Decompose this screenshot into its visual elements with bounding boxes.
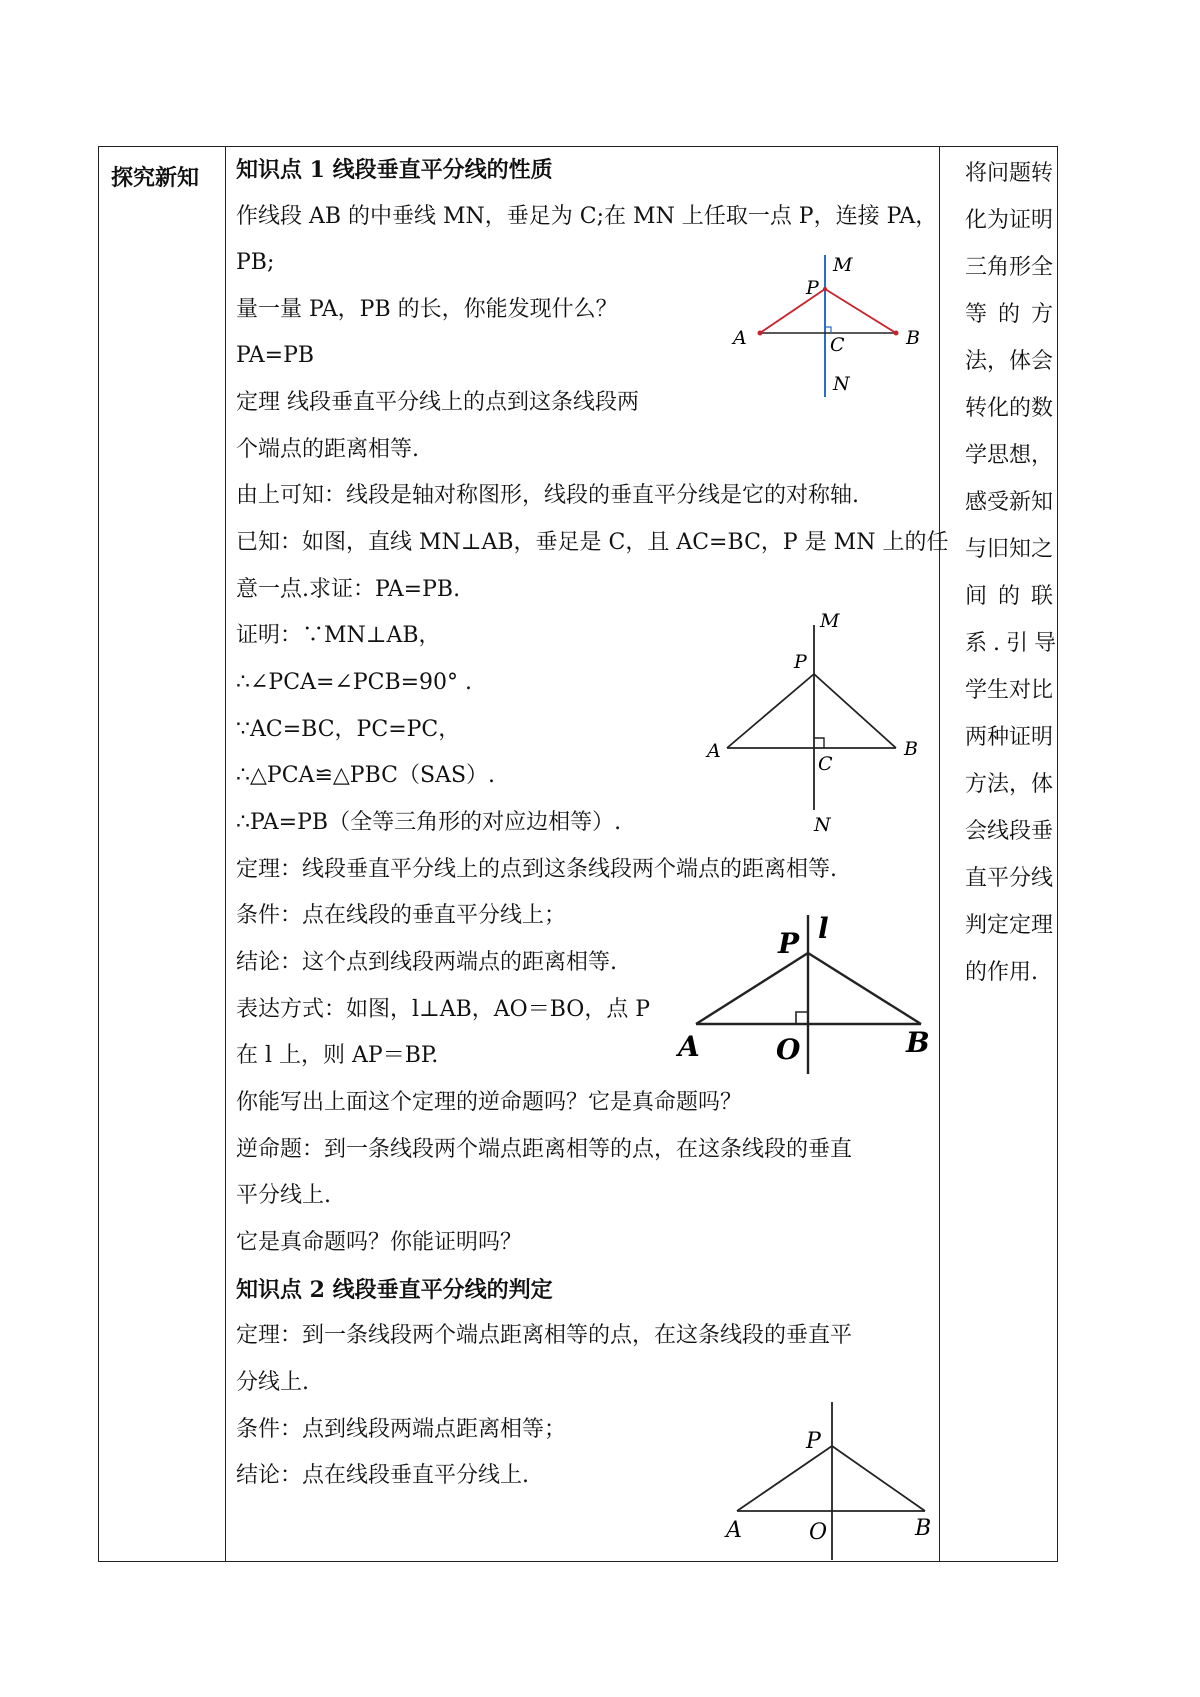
point-label-a: A: [678, 1030, 700, 1063]
text-line: 平分线上.: [236, 1183, 331, 1208]
point-label-n: N: [814, 814, 831, 836]
side-note-line: 感受新知: [965, 490, 1054, 515]
text-line: 逆命题：到一条线段两个端点距离相等的点，在这条线段的垂直: [236, 1137, 853, 1162]
point-label-p: P: [806, 277, 819, 299]
point-label-a: A: [726, 1518, 742, 1543]
text-line: 表达方式：如图，l⊥AB，AO＝BO，点 P: [236, 997, 651, 1022]
point-label-b: B: [906, 1026, 930, 1059]
point-label-b: B: [906, 327, 920, 349]
side-note-line: 学思想，: [965, 443, 1054, 468]
side-note-line: 间的联: [965, 584, 1065, 609]
point-label-p: P: [806, 1429, 821, 1454]
side-note-line: 将问题转: [965, 161, 1054, 186]
text-line: 在 l 上，则 AP＝BP.: [236, 1043, 439, 1068]
side-note-line: 两种证明: [965, 725, 1054, 750]
side-note-line: 方法，体: [965, 772, 1054, 797]
line-label-l: l: [818, 912, 829, 945]
side-note-line: 的作用.: [965, 960, 1038, 985]
text-line: 已知：如图，直线 MN⊥AB，垂足是 C，且 AC=BC，P 是 MN 上的任: [236, 530, 949, 555]
text-line: 证明：∵MN⊥AB，: [236, 623, 441, 648]
side-note-line: 等的方: [965, 302, 1065, 327]
point-label-c: C: [830, 334, 845, 356]
point-label-b: B: [915, 1516, 932, 1541]
side-note-line: 系.引导: [965, 631, 1062, 656]
point-label-a: A: [707, 740, 721, 762]
text-line: 定理：线段垂直平分线上的点到这条线段两个端点的距离相等.: [236, 857, 837, 882]
side-note-line: 法，体会: [965, 349, 1054, 374]
text-line: ∴PA=PB（全等三角形的对应边相等）.: [236, 810, 622, 835]
text-line: 作线段 AB 的中垂线 MN，垂足为 C;在 MN 上任取一点 P，连接 PA，: [236, 204, 938, 229]
side-note-line: 与旧知之: [965, 537, 1054, 562]
text-line: 定理：到一条线段两个端点距离相等的点，在这条线段的垂直平: [236, 1323, 853, 1348]
text-line: PA=PB: [236, 343, 315, 368]
point-label-a: A: [733, 327, 747, 349]
knowledge-point-2-title: 知识点 2 线段垂直平分线的判定: [236, 1277, 553, 1303]
text-line: 条件：点到线段两端点距离相等；: [236, 1417, 567, 1442]
point-label-p: P: [778, 927, 800, 960]
text-line: 个端点的距离相等.: [236, 437, 419, 462]
text-line: PB;: [236, 250, 275, 275]
point-label-m: M: [833, 254, 853, 276]
point-label-n: N: [833, 373, 850, 395]
text-line: 定理 线段垂直平分线上的点到这条线段两: [236, 390, 639, 415]
text-line: 条件：点在线段的垂直平分线上；: [236, 903, 567, 928]
side-note-line: 判定定理: [965, 913, 1054, 938]
side-note-line: 会线段垂: [965, 819, 1054, 844]
text-line: 分线上.: [236, 1370, 309, 1395]
side-note-line: 直平分线: [965, 866, 1054, 891]
side-note-line: 化为证明: [965, 208, 1054, 233]
side-note-line: 学生对比: [965, 678, 1054, 703]
text-line: 由上可知：线段是轴对称图形，线段的垂直平分线是它的对称轴.: [236, 483, 859, 508]
point-label-o: O: [776, 1033, 801, 1066]
point-label-b: B: [904, 738, 918, 760]
knowledge-point-1-title: 知识点 1 线段垂直平分线的性质: [236, 157, 553, 183]
text-line: 它是真命题吗？你能证明吗？: [236, 1230, 523, 1255]
text-line: ∴△PCA≌△PBC（SAS）.: [236, 763, 496, 788]
text-line: 你能写出上面这个定理的逆命题吗？它是真命题吗？: [236, 1090, 743, 1115]
point-label-p: P: [794, 651, 807, 673]
point-label-m: M: [820, 610, 840, 632]
side-note-line: 三角形全: [965, 255, 1054, 280]
side-note-line: 转化的数: [965, 396, 1054, 421]
point-label-o: O: [809, 1520, 828, 1545]
text-line: 量一量 PA，PB 的长，你能发现什么？: [236, 297, 618, 322]
text-line: 意一点.求证：PA=PB.: [236, 577, 461, 602]
text-line: 结论：点在线段垂直平分线上.: [236, 1463, 529, 1488]
text-line: ∵AC=BC，PC=PC，: [236, 717, 461, 742]
section-label: 探究新知: [111, 165, 200, 191]
point-label-c: C: [818, 753, 833, 775]
text-line: ∴∠PCA=∠PCB=90° .: [236, 670, 473, 695]
text-line: 结论：这个点到线段两端点的距离相等.: [236, 950, 617, 975]
